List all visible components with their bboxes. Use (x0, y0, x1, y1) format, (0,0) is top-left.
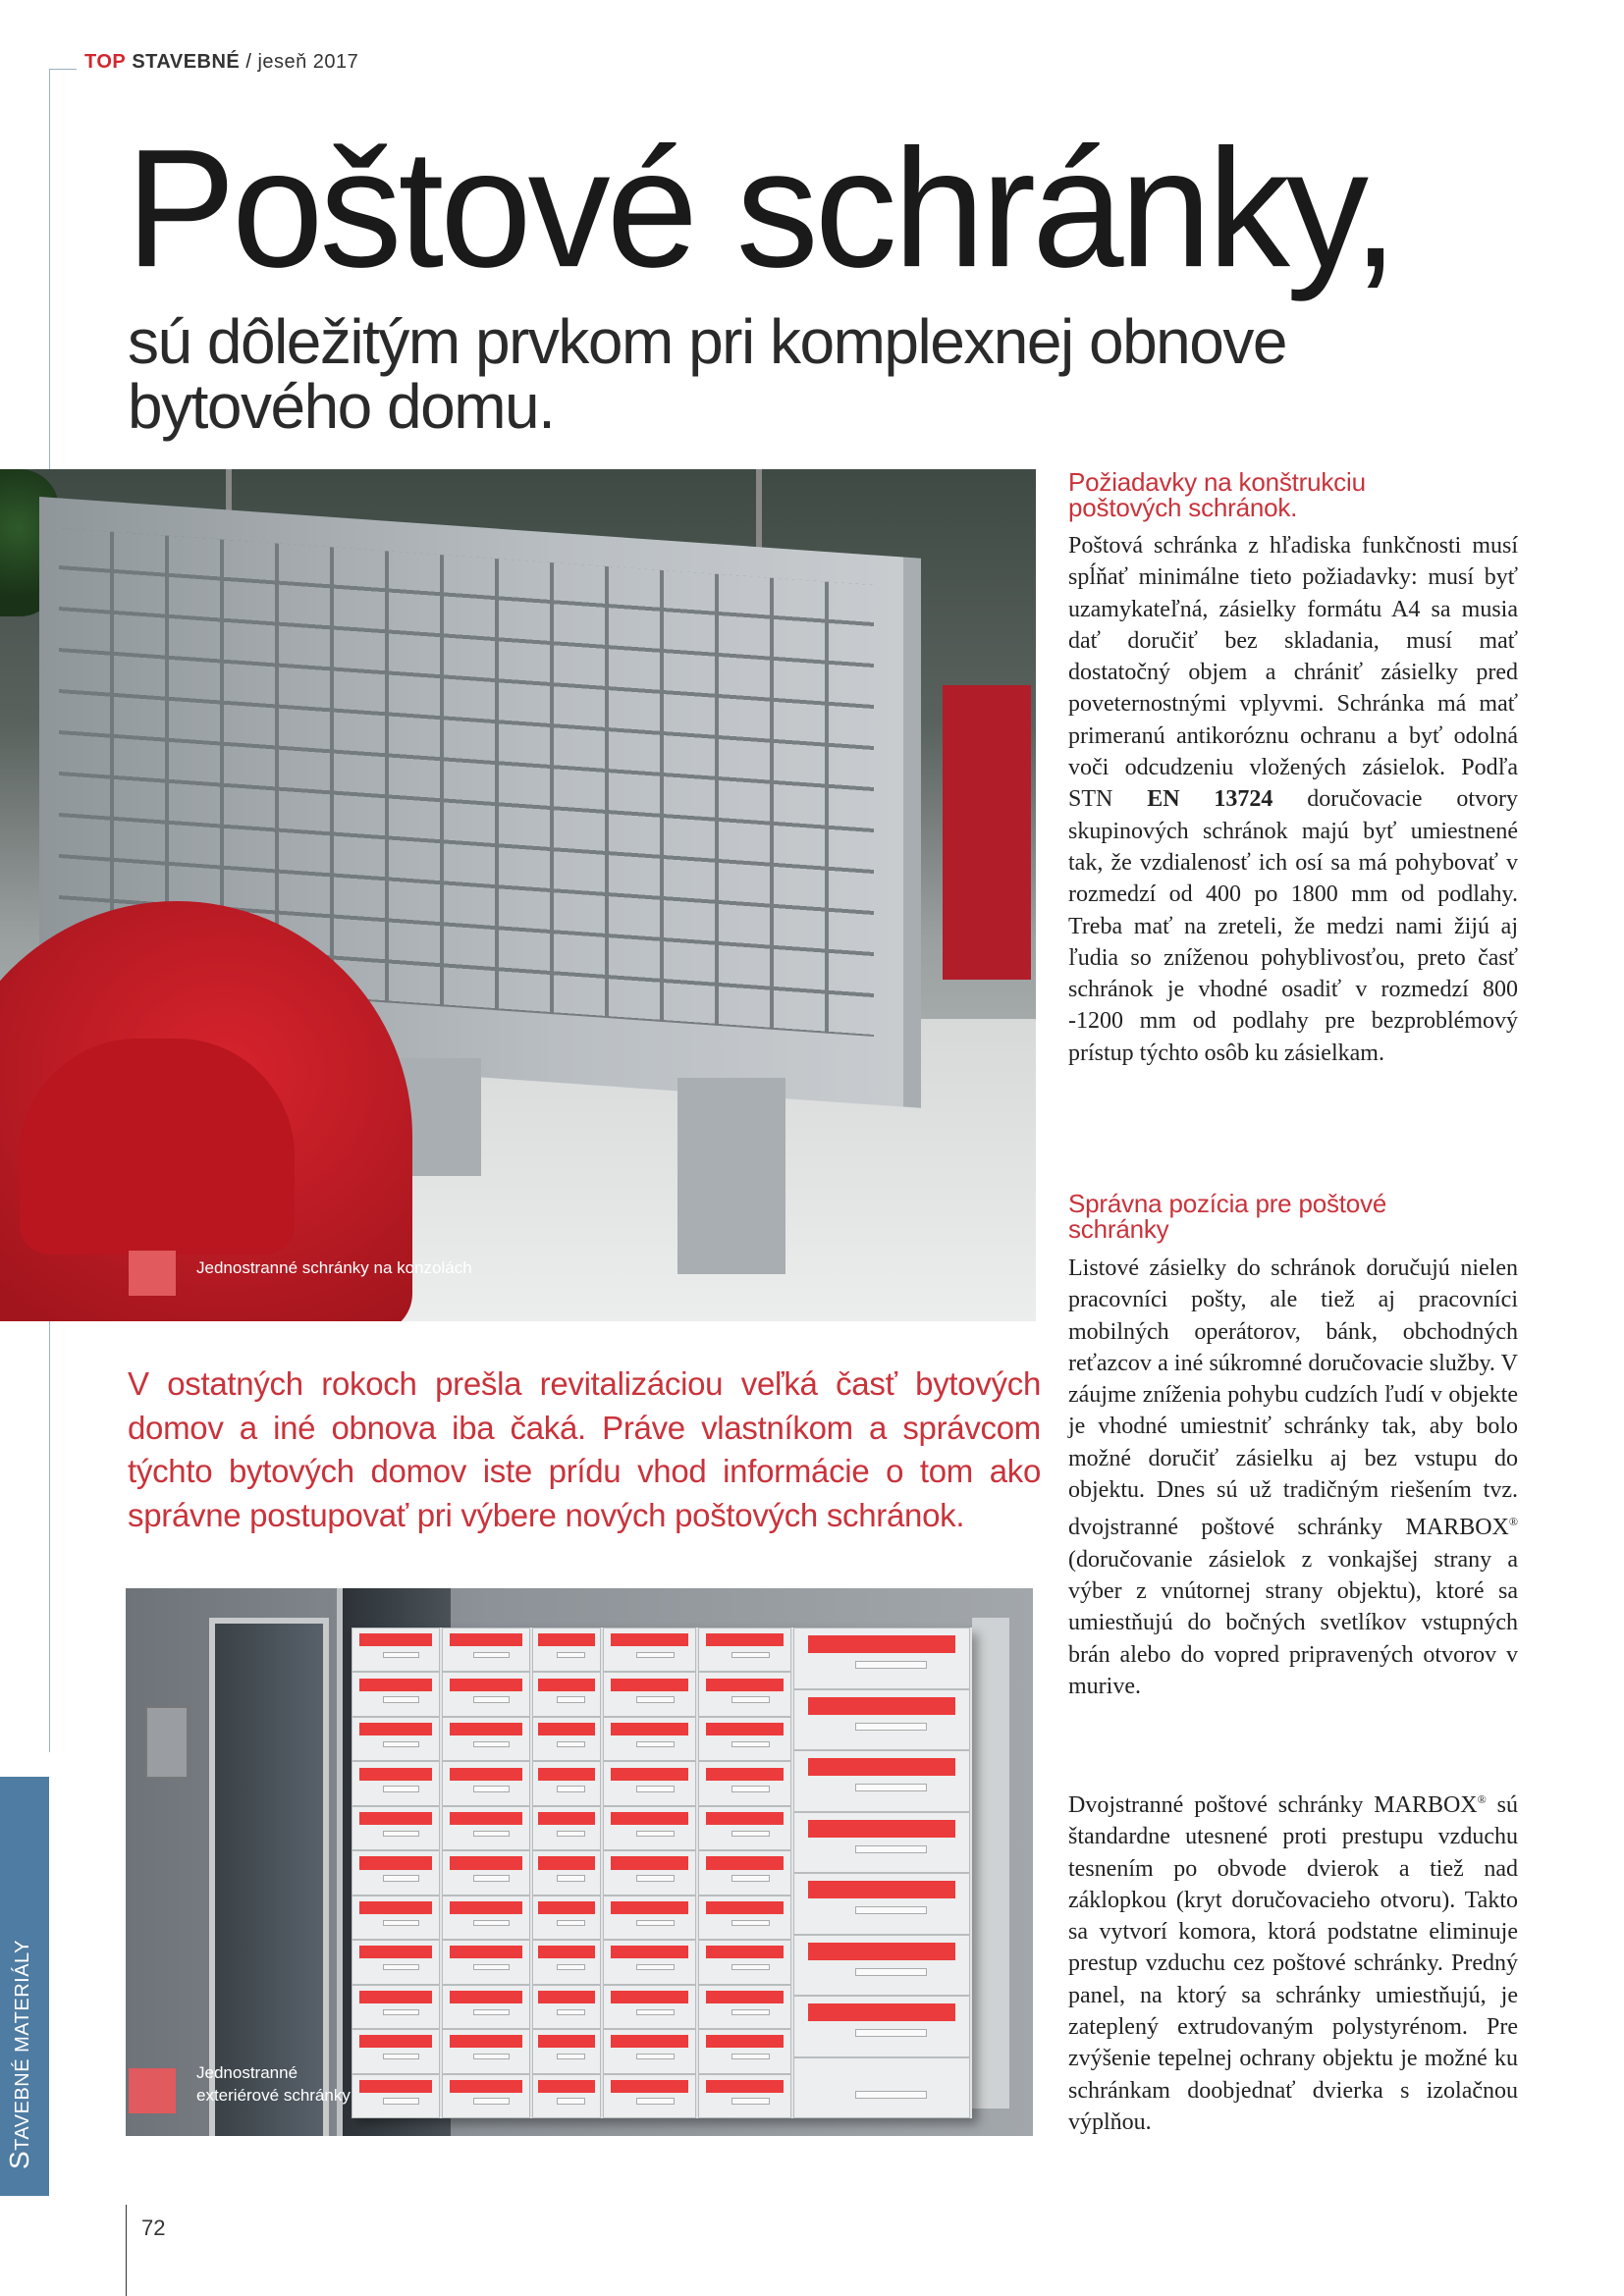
name-label (557, 1696, 585, 1702)
mailbox-cell (603, 1985, 696, 2029)
name-label (731, 1831, 770, 1837)
mailbox-flap (359, 1856, 432, 1869)
glass-door (209, 1618, 329, 2136)
name-label (557, 1741, 585, 1747)
photo-mailboxes-on-consoles (0, 469, 1036, 1321)
name-label (636, 1831, 675, 1837)
name-label (636, 1741, 675, 1747)
name-label (473, 2054, 510, 2059)
mailbox-flap (359, 1991, 432, 2003)
mailbox-flap (450, 1856, 522, 1869)
name-label (636, 1964, 675, 1970)
name-label (636, 1786, 675, 1791)
name-label (473, 1964, 510, 1970)
mailbox-cell (698, 1628, 791, 1672)
name-label (855, 2091, 927, 2099)
section2-heading (1068, 1191, 1540, 1242)
mailbox-cell (793, 1689, 970, 1751)
name-label (731, 1696, 770, 1702)
mailbox-cell (532, 1672, 601, 1716)
name-label (636, 1920, 675, 1926)
mailbox-flap (359, 1901, 432, 1914)
brand-stavebne: STAVEBNÉ (132, 51, 241, 73)
name-label (636, 1652, 675, 1658)
name-label (383, 1920, 419, 1926)
mailbox-flap (706, 1768, 783, 1781)
photo-exterior-mailboxes (126, 1588, 1033, 2136)
name-label (473, 2098, 510, 2104)
mailbox-flap (450, 2035, 522, 2048)
mailbox-cell (532, 1628, 601, 1672)
mailbox-flap (808, 1881, 955, 1898)
mailbox-cell (698, 1850, 791, 1895)
name-label (383, 2098, 419, 2104)
console-leg (677, 1078, 785, 1274)
mailbox-flap (538, 1633, 594, 1646)
name-label (731, 1964, 770, 1970)
mailbox-flap (611, 1901, 687, 1914)
mailbox-cell (352, 2029, 440, 2073)
mailbox-cell (532, 2074, 601, 2118)
lead-paragraph: V ostatných rokoch prešla revitalizáciou veľká časť bytových domov a iné obnova iba čaká. Práve vlastníkom a správcom týchto bytových domov iste prídu vhod informácie o tom ako správne postupovať pri výbere nových poštových schránok. (128, 1365, 1041, 1533)
photo2-caption-line1: Jednostranné (196, 2063, 298, 2082)
mailbox-flap (706, 2035, 783, 2048)
mailbox-flap (450, 1901, 522, 1914)
mailbox-flap (359, 1679, 432, 1691)
name-label (731, 2009, 770, 2015)
mailbox-flap (450, 1946, 522, 1958)
mailbox-flap (450, 2080, 522, 2093)
name-label (473, 1920, 510, 1926)
mailbox-cell (603, 1717, 696, 1761)
name-label (636, 2098, 675, 2104)
mailbox-flap (706, 1901, 783, 1914)
name-label (473, 1696, 510, 1702)
name-label (855, 1784, 927, 1791)
section2-body2 (1068, 1784, 1518, 2138)
mailbox-flap (611, 1812, 687, 1825)
mailbox-flap (611, 1991, 687, 2003)
mailbox-flap (611, 1679, 687, 1691)
section1-heading-line2: poštových schránok. (1068, 493, 1298, 522)
name-label (557, 2009, 585, 2015)
side-tab-rule (49, 1785, 50, 2189)
mailbox-cell (793, 2057, 970, 2119)
name-label (473, 1741, 510, 1747)
name-label (383, 2009, 419, 2015)
name-label (731, 1741, 770, 1747)
name-label (855, 1906, 927, 1914)
mailbox-cell (603, 2074, 696, 2118)
mailbox-cell (603, 1896, 696, 1940)
photo1-caption: Jednostranné schránky na konzolách (196, 1258, 472, 1277)
mailbox-cell (603, 1806, 696, 1850)
name-label (383, 2054, 419, 2059)
mailbox-cell (532, 1806, 601, 1850)
mailbox-cell (793, 1996, 970, 2057)
mailbox-flap (359, 1812, 432, 1825)
section1-body-part2: doručovacie otvory skupinových schránok majú byť umiestnené tak, že vzdialenosť ich osí sa má pohybovať v rozmedzí od 400 po 1800 mm od podlahy. Treba mať na zreteli, že medzi nami žijú aj ľudia so zníženou pohyblivosťou, preto časť schránok je vhodné osadiť v rozmedzí 800 -1200 mm od podlahy pre bezproblémový prístup týchto osôb ku zásielkam. (1068, 786, 1518, 1066)
section1-heading (1068, 469, 1540, 520)
mailbox-cell (442, 1672, 530, 1716)
name-label (383, 1786, 419, 1791)
section2-body1-text: Listové zásielky do schránok doručujú nielen pracovníci pošty, ale tiež aj pracovníci mobilných operátorov, bánk, obchodných reťazcov a iné súkromné doručovacie služby. V záujme zníženia pohybu cudzích ľudí v objekte je vhodné umiestniť schránky tak, aby bolo možné doručiť zásielku aj bez vstupu do objektu. Dnes sú už tradičným riešením tvz. dvojstranné poštové schránky MARBOX (1068, 1255, 1518, 1541)
name-label (473, 2009, 510, 2015)
mailbox-flap (611, 1723, 687, 1735)
name-label (855, 1661, 927, 1669)
name-label (731, 2098, 770, 2104)
mailbox-flap (808, 1758, 955, 1776)
mailbox-cell (442, 1985, 530, 2029)
section2-heading-line1: Správna pozícia pre poštové (1068, 1189, 1387, 1218)
mailbox-flap (706, 1723, 783, 1735)
mailbox-cell (442, 1761, 530, 1805)
mailbox-flap (538, 1723, 594, 1735)
mailbox-flap (538, 2080, 594, 2093)
mailbox-cell (698, 2029, 791, 2073)
article-title: Poštové schránky, (126, 114, 1395, 302)
mailbox-cell (532, 1896, 601, 1940)
mailbox-flap (538, 1812, 594, 1825)
article-subtitle: sú dôležitým prvkom pri komplexnej obnove bytového domu. (128, 306, 1286, 442)
caption-marker (129, 1251, 176, 1296)
mailbox-cell (532, 1940, 601, 1984)
mailbox-cell (793, 1628, 970, 1689)
mailbox-flap (538, 1991, 594, 2003)
name-label (473, 1652, 510, 1658)
name-label (731, 1652, 770, 1658)
mailbox-cell (698, 2074, 791, 2118)
mailbox-flap (450, 1679, 522, 1691)
mailbox-flap (538, 1679, 594, 1691)
name-label (557, 1875, 585, 1881)
mailbox-cell (698, 1985, 791, 2029)
name-label (557, 1786, 585, 1791)
mailbox-cell (603, 1761, 696, 1805)
name-label (383, 1741, 419, 1747)
mailbox-cell (442, 2074, 530, 2118)
name-label (731, 1875, 770, 1881)
mailbox-flap (538, 1856, 594, 1869)
mailbox-cell (352, 1717, 440, 1761)
name-label (557, 2098, 585, 2104)
section2-body1 (1068, 1253, 1518, 1702)
footer-rule (126, 2205, 127, 2296)
mailbox-flap (706, 1856, 783, 1869)
mailbox-flap (359, 2035, 432, 2048)
mailbox-cell (352, 1850, 440, 1895)
mailbox-cell (698, 1672, 791, 1716)
mailbox-cell (793, 1812, 970, 1874)
mailbox-flap (706, 1946, 783, 1958)
mailbox-cell (352, 1940, 440, 1984)
red-panel-decor (943, 685, 1031, 980)
mailbox-cell (698, 1761, 791, 1805)
mailbox-flap (450, 1768, 522, 1781)
name-label (383, 1875, 419, 1881)
mailbox-cell (698, 1940, 791, 1984)
mailbox-flap (706, 1812, 783, 1825)
name-label (383, 1652, 419, 1658)
mailbox-flap (611, 1768, 687, 1781)
name-label (557, 1831, 585, 1837)
mailbox-flap (808, 1697, 955, 1715)
mailbox-flap (611, 2035, 687, 2048)
mailbox-cell (603, 2029, 696, 2073)
mailbox-cell (532, 1850, 601, 1895)
registered-mark: ® (1508, 1515, 1518, 1529)
name-label (557, 1920, 585, 1926)
mailbox-cell (603, 1940, 696, 1984)
header-separator: / (240, 51, 258, 73)
name-label (636, 1696, 675, 1702)
side-tab-initial: S (4, 2150, 34, 2169)
mailbox-cell (352, 1761, 440, 1805)
mailbox-cell (352, 1628, 440, 1672)
section2-body1-rest: (doručovanie zásielok z vonkajšej strany a výber z vnútornej strany objektu), ktoré sa umiestňujú do bočných svetlíkov vstupných brán alebo do vopred pripravených otvorov v murive. (1068, 1546, 1518, 1699)
mailbox-flap (611, 1856, 687, 1869)
mailbox-cell (442, 2029, 530, 2073)
side-tab-label (4, 1940, 35, 2169)
mailbox-cell (442, 1717, 530, 1761)
mailbox-cell (532, 2029, 601, 2073)
page-number: 72 (141, 2216, 166, 2240)
name-label (383, 1696, 419, 1702)
mailbox-flap (808, 2003, 955, 2021)
mailbox-cell (352, 1896, 440, 1940)
mailbox-cell (698, 1806, 791, 1850)
mailbox-flap (359, 1633, 432, 1646)
name-label (557, 1652, 585, 1658)
mailbox-flap (808, 1820, 955, 1838)
section2-body2-rest: sú štandardne utesnené proti prestupu vzduchu tesnením po obvode dvierok a tiež nad záklopkou (kryt doručovacieho otvoru). Takto sa vytvorí komora, ktorá podstatne eliminuje prestup vzduchu cez poštové schránky. Predný panel, na ktorý sa schránky umiestňujú, je zateplený extrudovaným polystyrénom. Pre zvýšenie tepelnej ochrany objektu je možné ku schránkam doobjednať dvierka s izolačnou výplňou. (1068, 1792, 1518, 2135)
name-label (855, 1968, 927, 1976)
mailbox-flap (706, 2080, 783, 2093)
mailbox-flap (808, 1943, 955, 1960)
mailbox-flap (450, 1723, 522, 1735)
mailbox-flap (538, 1946, 594, 1958)
mailbox-flap (706, 1991, 783, 2003)
caption-marker (129, 2068, 176, 2113)
mailbox-cell (603, 1672, 696, 1716)
section1-body-part1: Poštová schránka z hľadiska funkčnosti musí spĺňať minimálne tieto požiadavky: musí byť uzamykateľná, zásielky formátu A4 sa musia dať doručiť bez skladania, musí mať dostatočný objem a chrániť zásielky pred poveternostnými vplyvmi. Schránka má mať primeranú antikoróznu ochranu a byť odolná voči odcudzeniu vložených zásielok. Podľa STN (1068, 533, 1518, 813)
photo2-caption-line2: exteriérové schránky (196, 2086, 351, 2105)
mailbox-flap (538, 1768, 594, 1781)
mailbox-cell (442, 1896, 530, 1940)
section2-body2-start: Dvojstranné poštové schránky MARBOX (1068, 1792, 1478, 1818)
mailbox-flap (538, 2035, 594, 2048)
mailbox-cabinet (352, 1628, 972, 2118)
registered-mark: ® (1477, 1792, 1487, 1806)
mailbox-cell (603, 1850, 696, 1895)
standard-reference: EN 13724 (1147, 786, 1273, 813)
name-label (855, 1845, 927, 1853)
mailbox-flap (611, 2080, 687, 2093)
mailbox-cell (352, 1672, 440, 1716)
mailbox-cell (442, 1628, 530, 1672)
mailbox-flap (450, 1633, 522, 1646)
name-label (473, 1875, 510, 1881)
name-label (557, 2054, 585, 2059)
cabinet-side (972, 1618, 1009, 2109)
issue-season: jeseň 2017 (257, 51, 359, 73)
mailbox-cell (532, 1717, 601, 1761)
name-label (473, 1831, 510, 1837)
name-label (855, 2029, 927, 2037)
mailbox-flap (611, 1633, 687, 1646)
mailbox-flap (450, 1991, 522, 2003)
intercom-panel (145, 1706, 189, 1779)
name-label (636, 2054, 675, 2059)
mailbox-cell (793, 1873, 970, 1935)
header-horizontal-rule (49, 69, 77, 70)
mailbox-flap (359, 1946, 432, 1958)
mailbox-flap (359, 2080, 432, 2093)
name-label (383, 1831, 419, 1837)
mailbox-cell (352, 2074, 440, 2118)
mailbox-cell (793, 1935, 970, 1997)
name-label (731, 2054, 770, 2059)
photo2-caption (196, 2061, 351, 2107)
mailbox-cell (442, 1850, 530, 1895)
section2-heading-line2: schránky (1068, 1214, 1169, 1244)
mailbox-flap (808, 1635, 955, 1653)
name-label (557, 1964, 585, 1970)
red-armchair-seat (20, 1039, 295, 1255)
mailbox-cell (698, 1896, 791, 1940)
mailbox-flap (706, 1679, 783, 1691)
mailbox-flap (359, 1768, 432, 1781)
mailbox-flap (611, 1946, 687, 1958)
mailbox-flap (706, 1633, 783, 1646)
mailbox-cell (442, 1806, 530, 1850)
section1-body (1068, 530, 1518, 1069)
mailbox-cell (793, 1750, 970, 1812)
mailbox-cell (352, 1985, 440, 2029)
mailbox-cell (532, 1761, 601, 1805)
mailbox-flap (450, 1812, 522, 1825)
brand-top: TOP (84, 51, 127, 73)
name-label (636, 1875, 675, 1881)
name-label (731, 1786, 770, 1791)
name-label (636, 2009, 675, 2015)
mailbox-cell (698, 1717, 791, 1761)
name-label (383, 1964, 419, 1970)
mailbox-cell (532, 1985, 601, 2029)
running-header (84, 51, 358, 74)
mailbox-cell (603, 1628, 696, 1672)
name-label (473, 1786, 510, 1791)
side-tab-rest: TAVEBNÉ MATERIÁLY (12, 1939, 33, 2151)
name-label (855, 1723, 927, 1731)
mailbox-cell (442, 1940, 530, 1984)
mailbox-cell (352, 1806, 440, 1850)
mailbox-flap (538, 1901, 594, 1914)
name-label (731, 1920, 770, 1926)
mailbox-flap (359, 1723, 432, 1735)
section1-heading-line1: Požiadavky na konštrukciu (1068, 467, 1366, 497)
